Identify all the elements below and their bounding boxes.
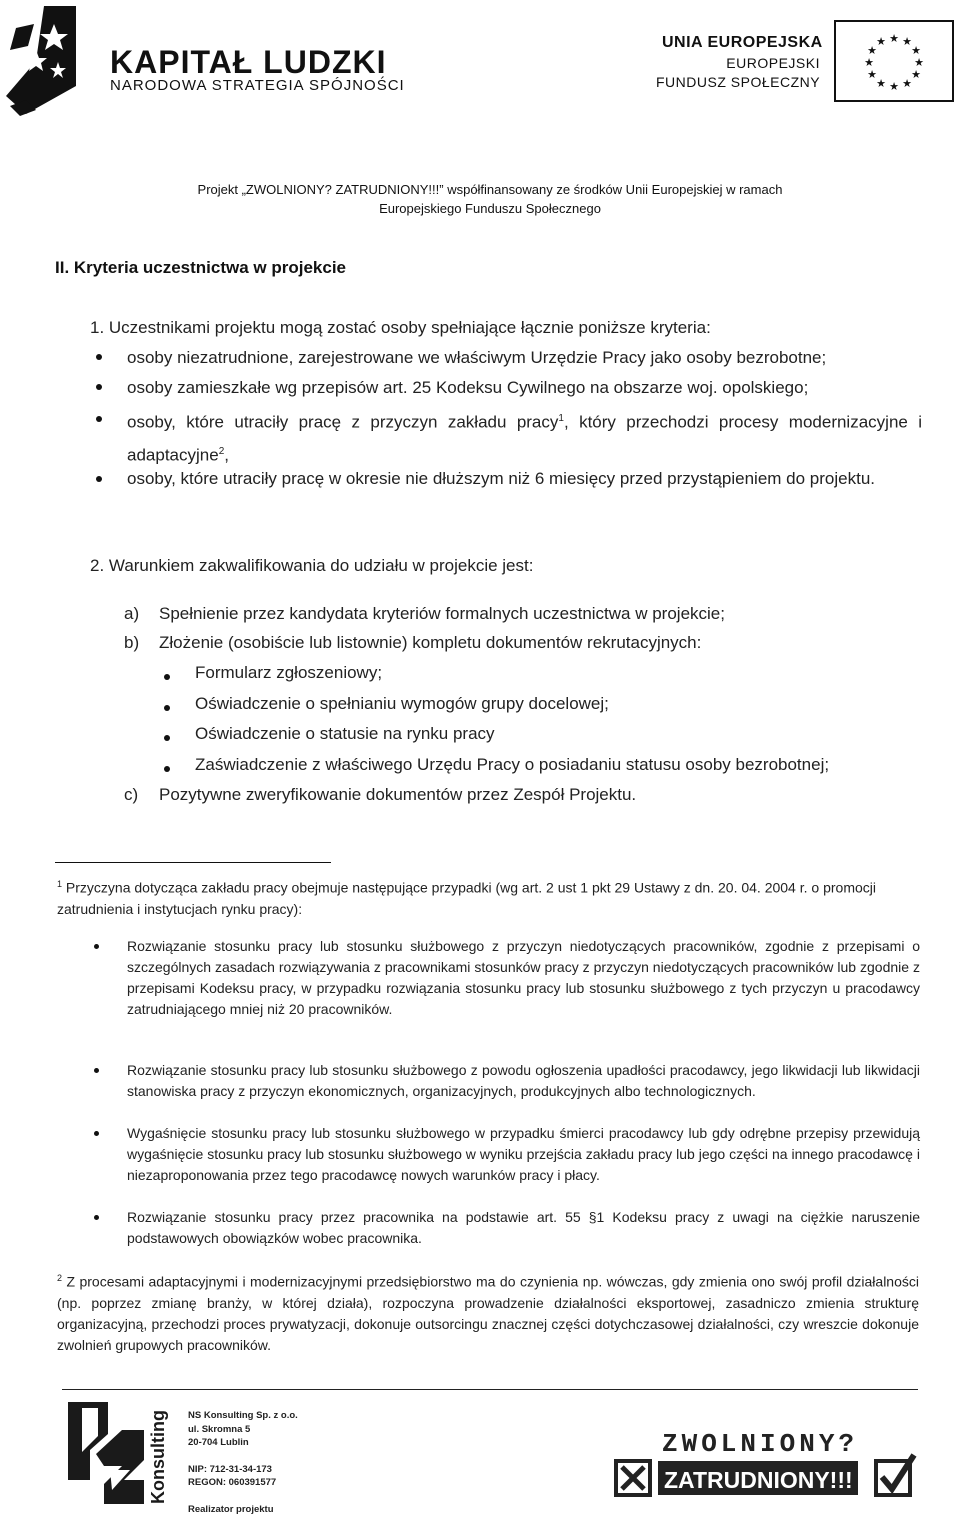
bullet-icon <box>164 766 170 772</box>
criterion-item: osoby, które utraciły pracę w okresie nie dłuższym niż 6 miesięcy przed przystąpieniem do projektu. <box>127 464 922 493</box>
bullet-icon <box>96 384 102 390</box>
footnote-1-item: Rozwiązanie stosunku pracy lub stosunku służbowego z przyczyn niedotyczących pracowników, zgodnie z przepisami o szczególnych zasadach rozwiązywania z pracownikami stosunków pracy z przyczyn niedotyczących pracowników lub zgodnie z przepisami Kodeksu pracy, w przypadku rozwiązania stosunku pracy lub stosunku służbowego z tych przyczyn u pracodawcy zatrudniającego mniej niż 20 pracowników. <box>127 936 920 1020</box>
footnote-1-item: Rozwiązanie stosunku pracy lub stosunku służbowego z powodu ogłoszenia upadłości pracodawcy, jego likwidacji lub likwidacji stanowiska pracy z przyczyn ekonomicznych, organizacyjnych, produkcyjnych albo technologicznych. <box>127 1060 920 1102</box>
company-role: Realizator projektu <box>188 1503 298 1516</box>
company-name: NS Konsulting Sp. z o.o. <box>188 1409 298 1423</box>
document-item: Oświadczenie o statusie na rynku pracy <box>195 724 495 744</box>
footnote-1 <box>57 874 919 920</box>
logo-bottom-text: ZATRUDNIONY!!! <box>664 1467 853 1493</box>
kapital-ludzki-logo-icon <box>6 6 76 118</box>
svg-text:★: ★ <box>864 56 874 69</box>
project-cofinancing-note <box>100 180 880 218</box>
footnote-1-item: Wygaśnięcie stosunku pracy lub stosunku służbowego w przypadku śmierci pracodawcy lub gdy odrębne przepisy przewidują wygaśnięcie stosunku pracy lub stosunku służbowego w wyniku przejścia zakładu pracy lub jego części na innego pracodawcę i niezaproponowania przez tego pracodawcę nowych warunków pracy i płacy. <box>127 1123 920 1186</box>
svg-text:★: ★ <box>902 35 912 48</box>
ue-title: UNIA EUROPEJSKA <box>662 34 823 52</box>
svg-text:★: ★ <box>876 35 886 48</box>
ns-konsulting-logo-icon <box>60 1400 175 1508</box>
condition-text: Złożenie (osobiście lub listownie) kompletu dokumentów rekrutacyjnych: <box>159 633 701 653</box>
criterion-text: osoby, które utraciły pracę z przyczyn zakładu pracy <box>127 413 558 432</box>
bullet-icon <box>94 1131 99 1136</box>
ns-logo-text: Konsulting <box>148 1410 168 1504</box>
criterion-text-end: , <box>224 445 229 464</box>
footnote-ref-2: 2 <box>219 446 225 457</box>
ue-fund-line2: FUNDUSZ SPOŁECZNY <box>656 74 820 90</box>
kapital-ludzki-title: KAPITAŁ LUDZKI <box>110 44 386 81</box>
section-title: II. Kryteria uczestnictwa w projekcie <box>55 258 346 278</box>
footnote-1-text: Przyczyna dotycząca zakładu pracy obejmuje następujące przypadki (wg art. 2 ust 1 pkt 29 Ustawy z dn. 20. 04. 2004 r. o promocji zatrudnienia i instytucjach rynku pracy): <box>57 880 876 917</box>
company-info <box>188 1409 298 1516</box>
footer-separator <box>62 1389 918 1390</box>
logo-top-text: ZWOLNIONY? <box>662 1429 858 1459</box>
svg-text:★: ★ <box>889 80 899 93</box>
svg-text:★: ★ <box>867 68 877 81</box>
condition-marker: b) <box>124 633 139 653</box>
footnote-separator <box>55 862 331 863</box>
svg-text:★: ★ <box>914 56 924 69</box>
condition-marker: a) <box>124 604 139 624</box>
svg-text:★: ★ <box>902 77 912 90</box>
criterion-item: osoby niezatrudnione, zarejestrowane we właściwym Urzędzie Pracy jako osoby bezrobotne; <box>127 343 922 372</box>
footnote-2-marker: 2 <box>57 1273 62 1283</box>
document-item: Zaświadczenie z właściwego Urzędu Pracy o posiadaniu statusu osoby bezrobotnej; <box>195 755 829 775</box>
footnote-2 <box>57 1268 919 1356</box>
footnote-ref-1: 1 <box>558 413 564 424</box>
company-nip: NIP: 712-31-34-173 <box>188 1463 298 1477</box>
zwolniony-zatrudniony-logo-icon <box>614 1425 954 1509</box>
condition-text: Pozytywne zweryfikowanie dokumentów przez Zespół Projektu. <box>159 785 636 805</box>
bullet-icon <box>164 705 170 711</box>
bullet-icon <box>164 674 170 680</box>
svg-text:★: ★ <box>867 44 877 57</box>
condition-marker: c) <box>124 785 138 805</box>
footnote-2-text: Z procesami adaptacyjnymi i modernizacyjnymi przedsiębiorstwo ma do czynienia np. wówczas, gdy zmienia ono swój profil działalności (np. poprzez zmianę branży, w której działa), rozpoczyna prowadzenie działalności eksportowej, zasadniczo zmienia strukturę organizacyjną, przechodzi proces prywatyzacji, dokonuje outsorcingu znacznej części dotychczasowej działalności, czy wreszcie dokonuje zwolnień grupowych pracowników. <box>57 1274 919 1353</box>
footnote-1-item: Rozwiązanie stosunku pracy przez pracownika na podstawie art. 55 §1 Kodeksu pracy z uwagi na ciężkie naruszenie podstawowych obowiązków wobec pracownika. <box>127 1207 920 1249</box>
criterion-item <box>127 404 922 469</box>
svg-text:★: ★ <box>911 68 921 81</box>
svg-text:★: ★ <box>911 44 921 57</box>
point-2: 2. Warunkiem zakwalifikowania do udziału w projekcie jest: <box>90 556 533 576</box>
bullet-icon <box>94 944 99 949</box>
company-street: ul. Skromna 5 <box>188 1423 298 1437</box>
criterion-item: osoby zamieszkałe wg przepisów art. 25 Kodeksu Cywilnego na obszarze woj. opolskiego; <box>127 373 922 402</box>
document-item: Formularz zgłoszeniowy; <box>195 663 382 683</box>
condition-text: Spełnienie przez kandydata kryteriów formalnych uczestnictwa w projekcie; <box>159 604 725 624</box>
svg-text:★: ★ <box>889 32 899 45</box>
eu-flag-icon <box>834 20 954 102</box>
footnote-1-marker: 1 <box>57 879 62 889</box>
bullet-icon <box>96 476 102 482</box>
bullet-icon <box>96 416 102 422</box>
ue-fund-line1: EUROPEJSKI <box>704 55 820 71</box>
project-note-line2: Europejskiego Funduszu Społecznego <box>100 199 880 218</box>
company-regon: REGON: 060391577 <box>188 1476 298 1490</box>
project-note-line1: Projekt „ZWOLNIONY? ZATRUDNIONY!!!” współfinansowany ze środków Unii Europejskiej w ramach <box>100 180 880 199</box>
bullet-icon <box>164 735 170 741</box>
document-item: Oświadczenie o spełnianiu wymogów grupy docelowej; <box>195 694 609 714</box>
bullet-icon <box>94 1215 99 1220</box>
point-1: 1. Uczestnikami projektu mogą zostać osoby spełniające łącznie poniższe kryteria: <box>90 318 711 338</box>
svg-text:★: ★ <box>876 77 886 90</box>
bullet-icon <box>94 1068 99 1073</box>
kapital-ludzki-subtitle: NARODOWA STRATEGIA SPÓJNOŚCI <box>110 77 405 94</box>
criterion-text-cont: , który przechodzi procesy modernizacyjne i adaptacyjne <box>127 413 922 465</box>
company-city: 20-704 Lublin <box>188 1436 298 1450</box>
bullet-icon <box>96 354 102 360</box>
